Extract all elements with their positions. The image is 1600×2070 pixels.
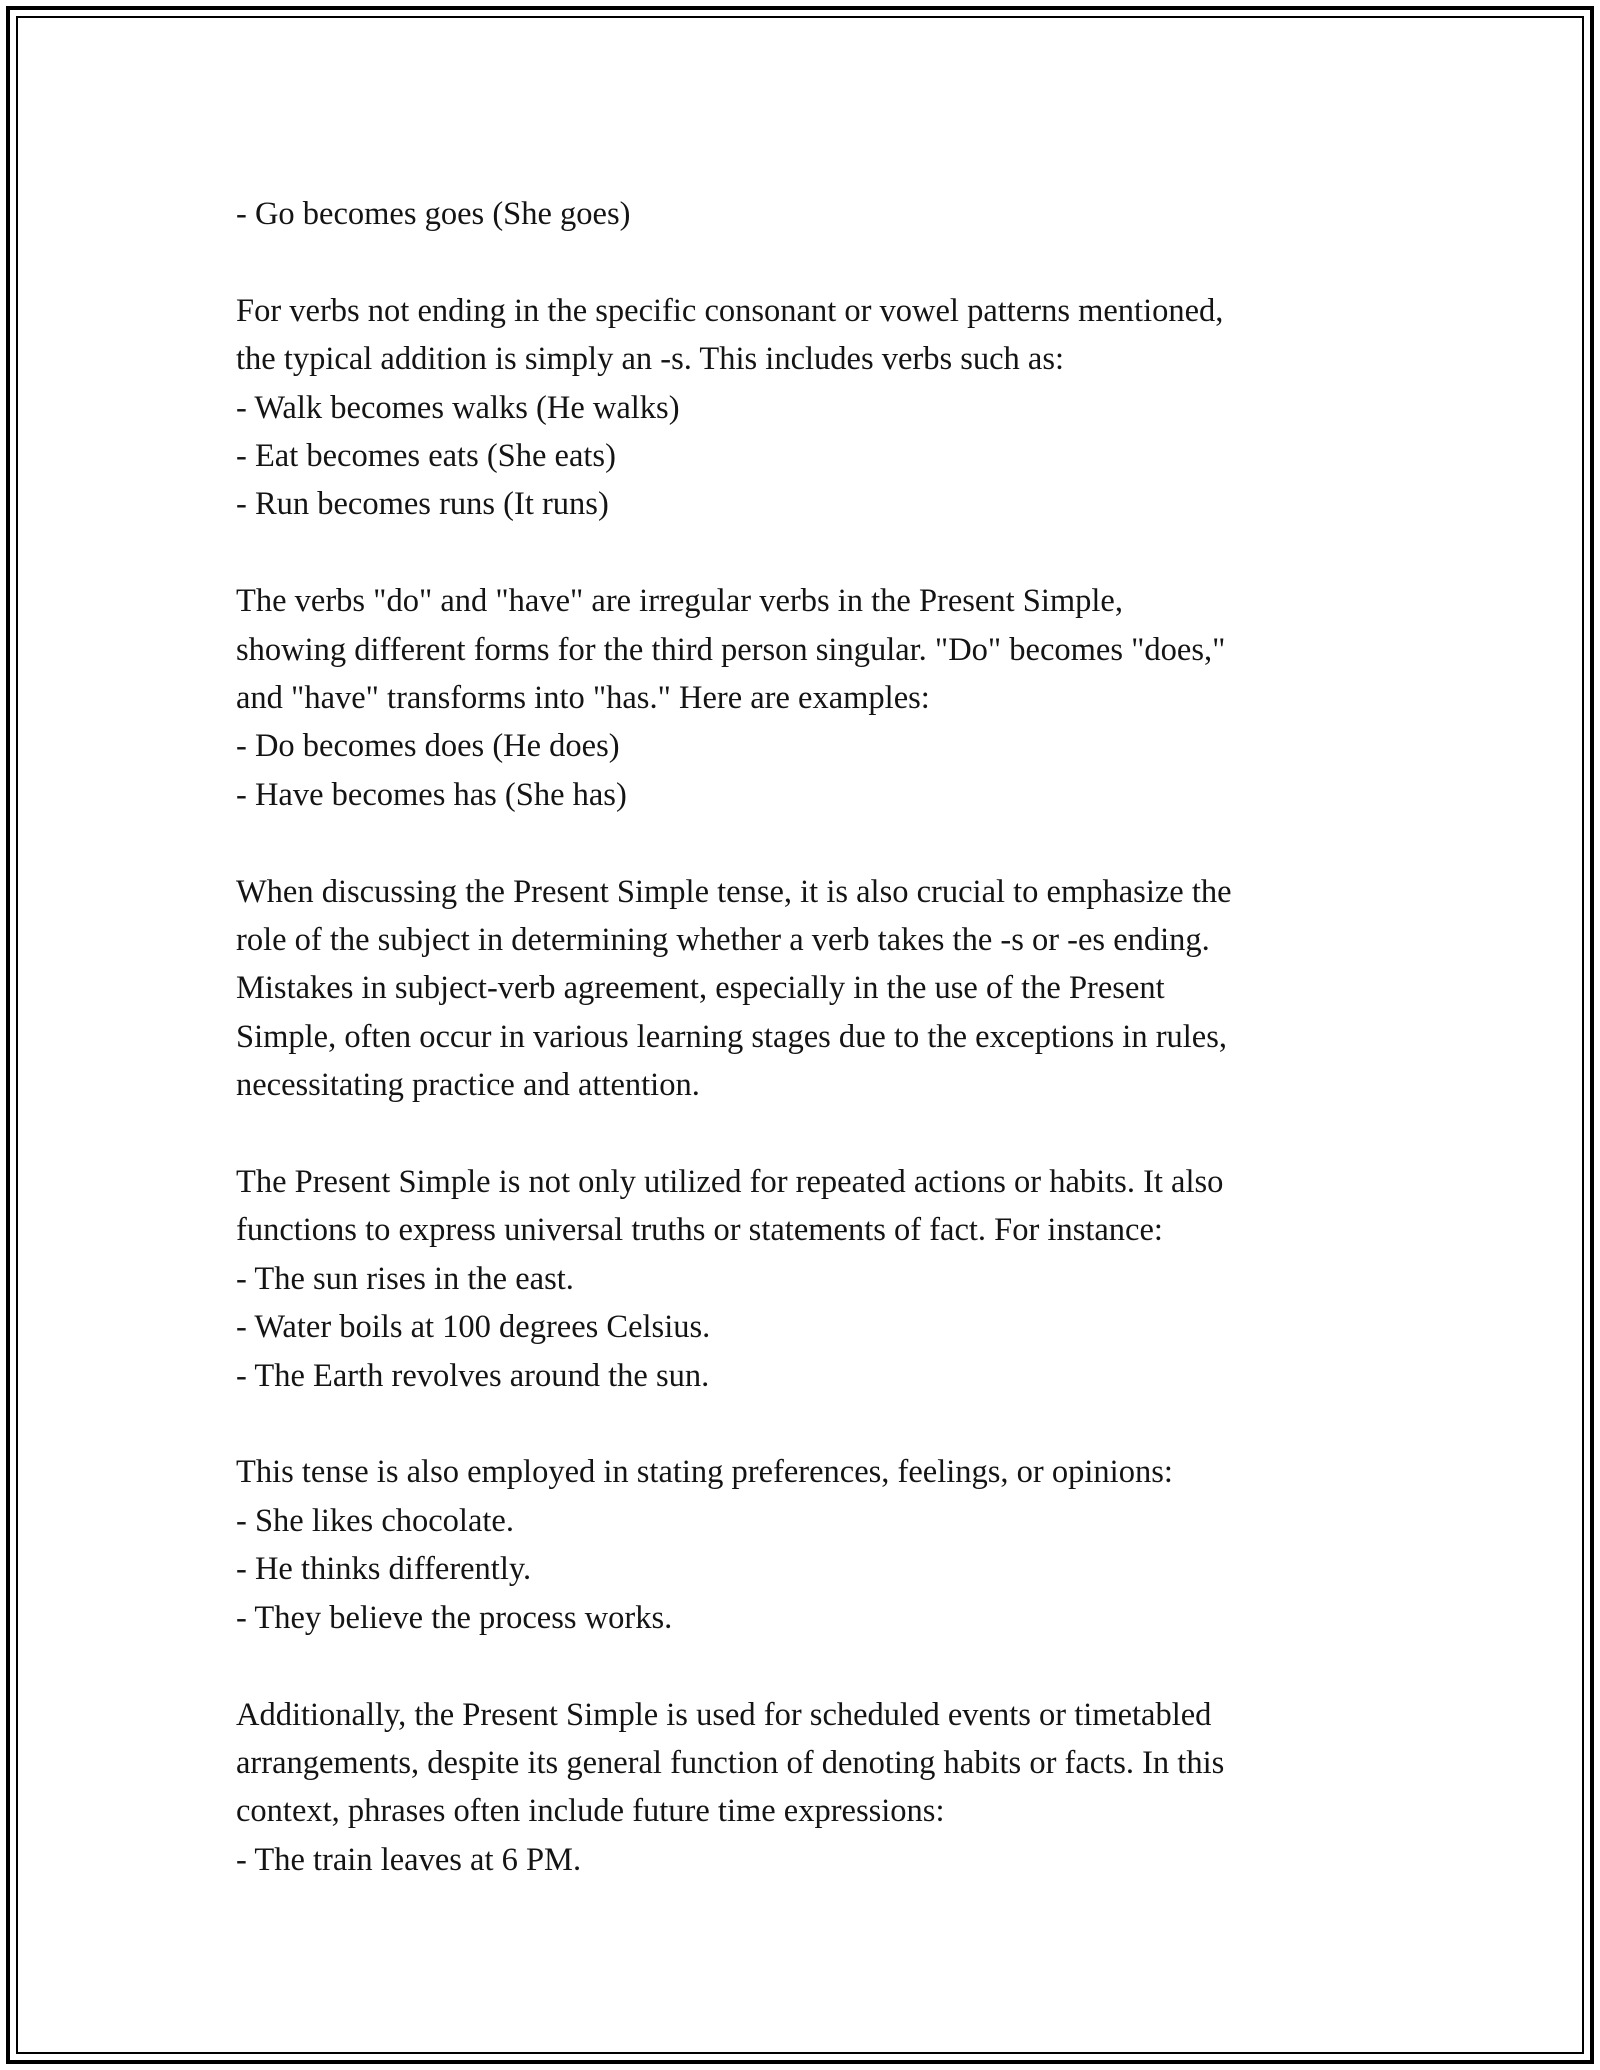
text-line: arrangements, despite its general function of denoting habits or facts. In this	[236, 1744, 1225, 1781]
text-line: necessitating practice and attention.	[236, 1067, 700, 1104]
list-item: - Do becomes does (He does)	[236, 728, 620, 765]
paragraph-go-example	[236, 190, 1386, 238]
list-item: - She likes chocolate.	[236, 1502, 514, 1539]
list-item: - The sun rises in the east.	[236, 1260, 574, 1297]
text-line: context, phrases often include future time expressions:	[236, 1793, 945, 1830]
paragraph-preferences	[236, 1448, 1386, 1642]
paragraph-scheduled-events	[236, 1691, 1386, 1885]
document-body	[236, 190, 1386, 1933]
text-line: For verbs not ending in the specific consonant or vowel patterns mentioned,	[236, 292, 1224, 329]
list-item: - Water boils at 100 degrees Celsius.	[236, 1309, 711, 1346]
text-line: When discussing the Present Simple tense, it is also crucial to emphasize the	[236, 873, 1232, 910]
paragraph-irregular-verbs	[236, 577, 1386, 819]
list-item: - The Earth revolves around the sun.	[236, 1357, 710, 1394]
text-line: The Present Simple is not only utilized for repeated actions or habits. It also	[236, 1164, 1224, 1201]
list-item: - He thinks differently.	[236, 1551, 532, 1588]
text-line: and "have" transforms into "has." Here are examples:	[236, 680, 930, 717]
text-line: This tense is also employed in stating preferences, feelings, or opinions:	[236, 1454, 1173, 1491]
text-line: Simple, often occur in various learning stages due to the exceptions in rules,	[236, 1018, 1227, 1055]
list-item: - Walk becomes walks (He walks)	[236, 389, 680, 426]
list-item: - Eat becomes eats (She eats)	[236, 438, 616, 475]
text-line: The verbs "do" and "have" are irregular verbs in the Present Simple,	[236, 583, 1123, 620]
paragraph-universal-truths	[236, 1158, 1386, 1400]
text-line: - Go becomes goes (She goes)	[236, 196, 631, 232]
text-line: showing different forms for the third person singular. "Do" becomes "does,"	[236, 631, 1226, 668]
list-item: - Run becomes runs (It runs)	[236, 486, 609, 523]
text-line: role of the subject in determining whether a verb takes the -s or -es ending.	[236, 922, 1210, 959]
list-item: - The train leaves at 6 PM.	[236, 1841, 582, 1878]
text-line: Additionally, the Present Simple is used for scheduled events or timetabled	[236, 1696, 1212, 1733]
paragraph-subject-agreement	[236, 868, 1386, 1110]
list-item: - Have becomes has (She has)	[236, 776, 627, 813]
paragraph-regular-s	[236, 287, 1386, 529]
list-item: - They believe the process works.	[236, 1599, 673, 1636]
text-line: Mistakes in subject-verb agreement, especially in the use of the Present	[236, 970, 1165, 1007]
text-line: functions to express universal truths or statements of fact. For instance:	[236, 1212, 1163, 1249]
text-line: the typical addition is simply an -s. This includes verbs such as:	[236, 341, 1065, 378]
